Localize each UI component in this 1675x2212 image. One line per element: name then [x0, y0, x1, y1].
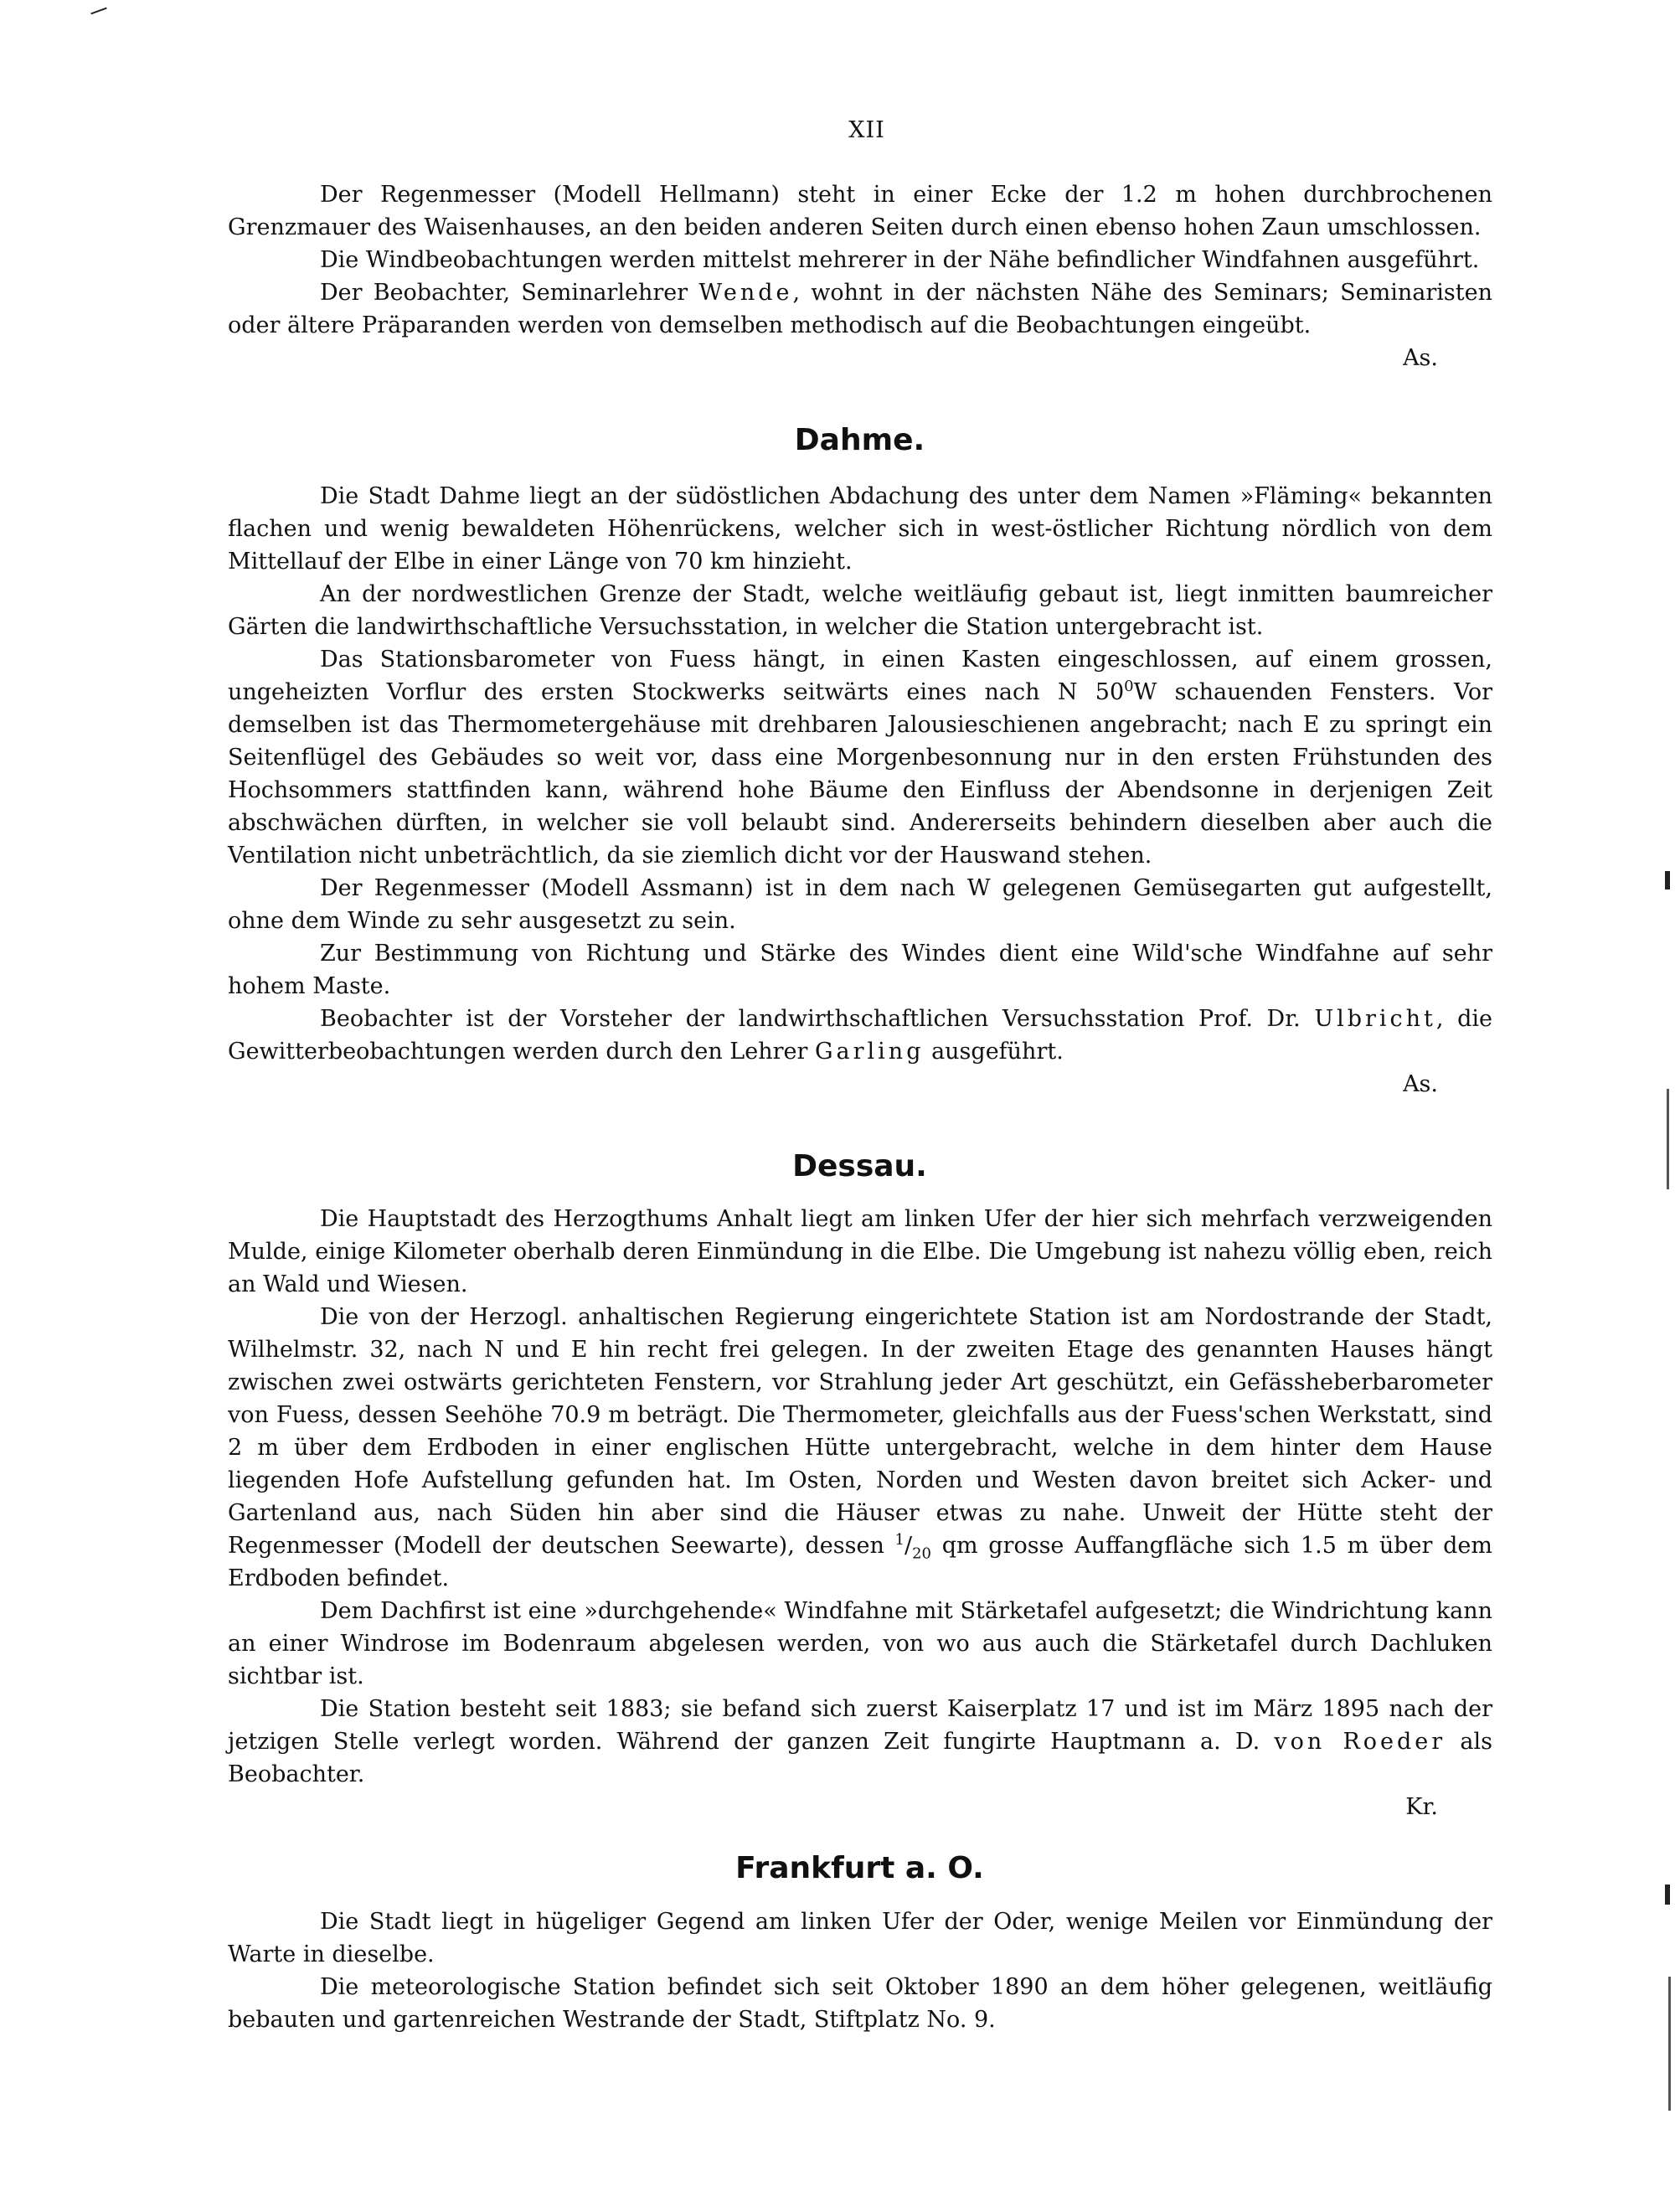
person-name: Ulbricht	[1314, 1006, 1436, 1032]
text-run: Beobachter ist der Vorsteher der landwirthschaftlichen Versuchsstation Prof. Dr.	[320, 1006, 1315, 1032]
author-signature: As.	[1403, 345, 1438, 371]
text-run: , wohnt in der nächsten Nähe des Seminars; Seminaristen oder ältere Präparanden werden von demselben methodisch auf die Beobachtungen eingeübt.	[228, 280, 1493, 338]
scan-mark	[1665, 1885, 1670, 1905]
text-run: qm grosse Auffangfläche sich 1.5 m über dem Erdboden befindet.	[228, 1533, 1492, 1591]
person-name: von Roeder	[1274, 1729, 1446, 1755]
paragraph: Die Hauptstadt des Herzogthums Anhalt liegt am linken Ufer der hier sich mehrfach verzweigenden Mulde, einige Kilometer oberhalb deren Einmündung in die Elbe. Die Umgebung ist nahezu völlig eben, reich an Wald und Wiesen.	[228, 1206, 1492, 1297]
scan-mark	[1665, 871, 1670, 889]
paragraph: Zur Bestimmung von Richtung und Stärke des Windes dient eine Wild'sche Windfahne auf sehr hohem Maste.	[228, 941, 1492, 999]
page-number: XII	[848, 117, 885, 143]
paragraph: Die Stadt Dahme liegt an der südöstlichen Abdachung des unter dem Namen »Fläming« bekannten flachen und wenig bewaldeten Höhenrückens, welcher sich in west-östlicher Richtung nördlich von dem Mittellauf der Elbe in einer Länge von 70 km hinzieht.	[228, 483, 1492, 575]
fraction-denominator: 20	[912, 1544, 931, 1563]
intro-section	[228, 178, 1492, 374]
frankfurt-section	[228, 1905, 1492, 2036]
dessau-section	[228, 1203, 1492, 1823]
paragraph	[228, 1003, 1492, 1068]
text-run: als Beobachter.	[228, 1729, 1492, 1787]
paragraph	[228, 643, 1492, 872]
scan-mark	[1668, 1977, 1671, 2111]
paragraph: Die Stadt liegt in hügeliger Gegend am linken Ufer der Oder, wenige Meilen vor Einmündung der Warte in dieselbe.	[228, 1909, 1492, 1967]
fraction-slash: /	[904, 1533, 913, 1559]
paragraph: Der Regenmesser (Modell Hellmann) steht in einer Ecke der 1.2 m hohen durchbrochenen Grenzmauer des Waisenhauses, an den beiden anderen Seiten durch einen ebenso hohen Zaun umschlossen.	[228, 182, 1492, 240]
text-run: , die Gewitterbeobachtungen werden durch den Lehrer	[228, 1006, 1492, 1065]
text-run: Das Stationsbarometer von Fuess hängt, in einen Kasten eingeschlossen, auf einem grossen, ungeheizten Vorflur des ersten Stockwerks seitwärts eines nach N 50	[228, 647, 1492, 705]
section-title-frankfurt: Frankfurt a. O.	[735, 1851, 984, 1885]
paragraph	[228, 1301, 1492, 1595]
paragraph	[228, 276, 1492, 342]
text-run: ausgeführt.	[924, 1039, 1064, 1065]
text-run: Die Station besteht seit 1883; sie befand sich zuerst Kaiserplatz 17 und ist im März 1895 nach der jetzigen Stelle verlegt worden. Während der ganzen Zeit fungirte Hauptmann a. D.	[228, 1696, 1492, 1755]
author-signature: Kr.	[1405, 1794, 1438, 1820]
scan-mark	[1667, 1089, 1669, 1189]
text-run: W schauenden Fensters. Vor demselben ist das Thermometergehäuse mit drehbaren Jalousieschienen angebracht; nach E zu springt ein Seitenflügel des Gebäudes so weit vor, dass eine Morgenbesonnung nur in den ersten Frühstunden des Hochsommers stattfinden kann, während hohe Bäume den Einfluss der Abendsonne in derjenigen Zeit abschwächen dürften, in welcher sie voll belaubt sind. Andererseits behindern dieselben aber auch die Ventilation nicht unbeträchtlich, da sie ziemlich dicht vor der Hauswand stehen.	[228, 679, 1492, 869]
paragraph: Die Windbeobachtungen werden mittelst mehrerer in der Nähe befindlicher Windfahnen ausgeführt.	[320, 247, 1480, 273]
paragraph: Der Regenmesser (Modell Assmann) ist in dem nach W gelegenen Gemüsegarten gut aufgestellt, ohne dem Winde zu sehr ausgesetzt zu sein.	[228, 875, 1492, 934]
degree-superscript: 0	[1124, 678, 1134, 695]
dahme-section	[228, 480, 1492, 1101]
text-run: Der Beobachter, Seminarlehrer	[320, 280, 699, 306]
paragraph: Die meteorologische Station befindet sich seit Oktober 1890 an dem höher gelegenen, weitläufig bebauten und gartenreichen Westrande der Stadt, Stiftplatz No. 9.	[228, 1974, 1492, 2033]
fraction-numerator: 1	[894, 1531, 904, 1549]
person-name: Garling	[814, 1039, 925, 1065]
author-signature: As.	[1403, 1071, 1438, 1097]
paragraph	[228, 1693, 1492, 1791]
paragraph: An der nordwestlichen Grenze der Stadt, welche weitläufig gebaut ist, liegt inmitten baumreicher Gärten die landwirthschaftliche Versuchsstation, in welcher die Station untergebracht ist.	[228, 581, 1492, 640]
text-run: Die von der Herzogl. anhaltischen Regierung eingerichtete Station ist am Nordostrande der Stadt, Wilhelmstr. 32, nach N und E hin recht frei gelegen. In der zweiten Etage des genannten Hauses hängt zwischen zwei ostwärts gerichteten Fenstern, vor Strahlung jeder Art geschützt, ein Gefässheberbarometer von Fuess, dessen Seehöhe 70.9 m beträgt. Die Thermometer, gleichfalls aus der Fuess'schen Werkstatt, sind 2 m über dem Erdboden in einer englischen Hütte untergebracht, welche in dem hinter dem Hause liegenden Hofe Aufstellung gefunden hat. Im Osten, Norden und Westen davon breitet sich Acker- und Gartenland aus, nach Süden hin aber sind die Häuser etwas zu nahe. Unweit der Hütte steht der Regenmesser (Modell der deutschen Seewarte), dessen	[228, 1304, 1492, 1559]
paragraph: Dem Dachfirst ist eine »durchgehende« Windfahne mit Stärketafel aufgesetzt; die Windrichtung kann an einer Windrose im Bodenraum abgelesen werden, von wo aus auch die Stärketafel durch Dachluken sichtbar ist.	[228, 1598, 1492, 1689]
scan-mark	[90, 8, 106, 15]
section-title-dessau: Dessau.	[792, 1149, 927, 1183]
section-title-dahme: Dahme.	[794, 423, 925, 457]
person-name: Wende	[698, 280, 793, 306]
